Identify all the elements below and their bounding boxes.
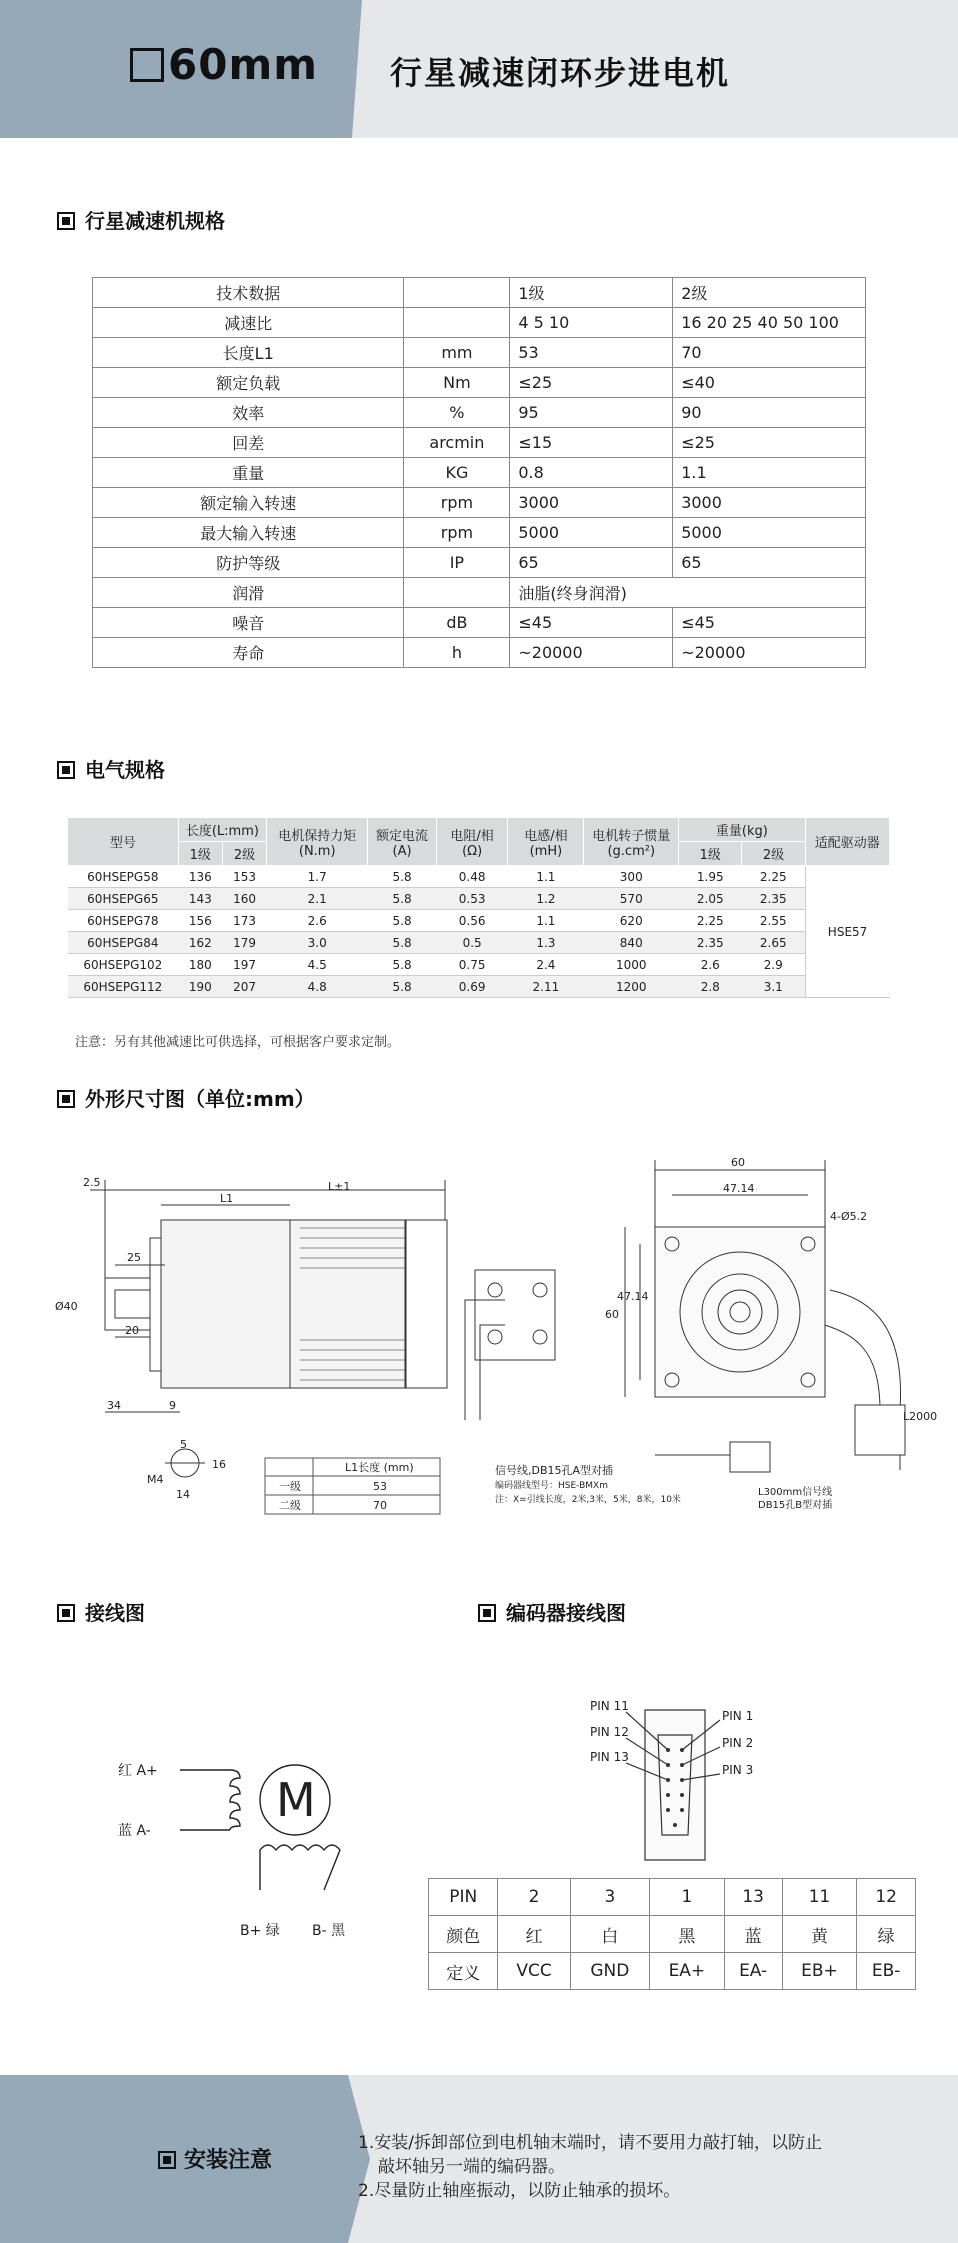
electrical-cell: 2.4 xyxy=(508,954,584,976)
encoder-cell: EB- xyxy=(857,1953,916,1990)
section-title-wiring: 接线图 xyxy=(57,1597,145,1626)
wire-green-b-plus: B+ 绿 xyxy=(240,1923,280,1939)
electrical-cell: 2.8 xyxy=(679,976,742,998)
dim-hole: 4-Ø5.2 xyxy=(830,1210,868,1223)
electrical-cell: 2.35 xyxy=(679,932,742,954)
col-weight-stage2: 2级 xyxy=(742,842,805,866)
motor-size-title: 60mm xyxy=(130,40,318,89)
wiring-diagram-svg xyxy=(100,1740,400,1960)
gearbox-spec-row xyxy=(93,278,866,308)
electrical-cell: 0.53 xyxy=(436,888,508,910)
gearbox-spec-cell: IP xyxy=(404,548,510,578)
gearbox-spec-cell: 减速比 xyxy=(93,308,404,338)
gearbox-spec-cell xyxy=(404,278,510,308)
section-bullet-icon xyxy=(57,212,75,230)
encoder-cell: 1 xyxy=(650,1879,725,1916)
l1-row1-value: 53 xyxy=(373,1480,387,1493)
gearbox-spec-cell: 润滑 xyxy=(93,578,404,608)
electrical-cell: 179 xyxy=(222,932,266,954)
electrical-cell: 60HSEPG102 xyxy=(68,954,179,976)
col-length-stage2: 2级 xyxy=(222,842,266,866)
gearbox-spec-table xyxy=(92,277,866,668)
electrical-cell: 5.8 xyxy=(368,910,437,932)
electrical-cell: 1.7 xyxy=(267,866,368,888)
encoder-cell: 11 xyxy=(782,1879,857,1916)
section-bullet-icon xyxy=(57,1604,75,1622)
motor-symbol: M xyxy=(276,1773,316,1827)
gearbox-spec-cell: ≤15 xyxy=(510,428,673,458)
gearbox-spec-cell: 防护等级 xyxy=(93,548,404,578)
installation-notes-text xyxy=(358,2131,878,2203)
dimension-drawing-svg xyxy=(55,1150,938,1520)
gearbox-spec-row xyxy=(93,608,866,638)
electrical-cell: 160 xyxy=(222,888,266,910)
electrical-cell: 1.1 xyxy=(508,910,584,932)
pin-11-label: PIN 11 xyxy=(590,1699,629,1713)
encoder-cell: GND xyxy=(570,1953,649,1990)
electrical-cell: 0.56 xyxy=(436,910,508,932)
gearbox-spec-row xyxy=(93,338,866,368)
custom-ratio-note: 注意：另有其他减速比可供选择，可根据客户要求定制。 xyxy=(75,1035,401,1050)
gearbox-spec-cell: 53 xyxy=(510,338,673,368)
electrical-cell: 173 xyxy=(222,910,266,932)
page-header xyxy=(0,0,958,138)
gearbox-spec-cell: 噪音 xyxy=(93,608,404,638)
gearbox-spec-cell: 4 5 10 xyxy=(510,308,673,338)
electrical-cell: 4.8 xyxy=(267,976,368,998)
section-bullet-icon xyxy=(57,761,75,779)
gearbox-spec-cell: 65 xyxy=(673,548,866,578)
encoder-cell: 红 xyxy=(498,1916,570,1953)
gearbox-spec-cell: h xyxy=(404,638,510,668)
section-bullet-icon xyxy=(158,2151,176,2169)
gearbox-spec-cell: 回差 xyxy=(93,428,404,458)
install-note-2: 2.尽量防止轴座振动，以防止轴承的损坏。 xyxy=(358,2181,681,2201)
encoder-cell: 定义 xyxy=(429,1953,498,1990)
encoder-cell: EB+ xyxy=(782,1953,857,1990)
encoder-cell: VCC xyxy=(498,1953,570,1990)
dim-m4: M4 xyxy=(147,1473,164,1486)
encoder-cell: 白 xyxy=(570,1916,649,1953)
dim-20: 20 xyxy=(125,1324,139,1337)
electrical-cell: 3.0 xyxy=(267,932,368,954)
encoder-cell: 绿 xyxy=(857,1916,916,1953)
gearbox-spec-row xyxy=(93,308,866,338)
electrical-row xyxy=(68,910,890,932)
gearbox-spec-cell: mm xyxy=(404,338,510,368)
electrical-cell: 2.05 xyxy=(679,888,742,910)
l1-row2-value: 70 xyxy=(373,1499,387,1512)
gearbox-spec-cell: 额定负载 xyxy=(93,368,404,398)
electrical-cell: 60HSEPG58 xyxy=(68,866,179,888)
gearbox-spec-cell: 3000 xyxy=(510,488,673,518)
gearbox-spec-cell: 3000 xyxy=(673,488,866,518)
dim-14: 14 xyxy=(176,1488,190,1501)
dimension-drawing xyxy=(55,1150,938,1520)
gearbox-spec-cell: 2级 xyxy=(673,278,866,308)
electrical-cell: 2.25 xyxy=(679,910,742,932)
l1-table-title: L1长度 (mm) xyxy=(345,1461,414,1474)
gearbox-spec-row xyxy=(93,398,866,428)
gearbox-spec-cell: ≤25 xyxy=(510,368,673,398)
gearbox-spec-cell: ≤40 xyxy=(673,368,866,398)
gearbox-spec-cell: rpm xyxy=(404,488,510,518)
gearbox-spec-cell: 5000 xyxy=(510,518,673,548)
gearbox-spec-cell: dB xyxy=(404,608,510,638)
electrical-cell: 5.8 xyxy=(368,976,437,998)
electrical-cell: 1200 xyxy=(584,976,679,998)
electrical-cell: 2.6 xyxy=(267,910,368,932)
electrical-cell: 60HSEPG84 xyxy=(68,932,179,954)
gearbox-spec-cell xyxy=(404,578,510,608)
electrical-cell: 1.3 xyxy=(508,932,584,954)
electrical-cell: 2.25 xyxy=(742,866,805,888)
electrical-cell: 180 xyxy=(178,954,222,976)
dim-34: 34 xyxy=(107,1399,121,1412)
electrical-row xyxy=(68,866,890,888)
electrical-cell: 5.8 xyxy=(368,888,437,910)
gearbox-spec-cell: 重量 xyxy=(93,458,404,488)
gearbox-spec-row xyxy=(93,578,866,608)
electrical-cell: 156 xyxy=(178,910,222,932)
gearbox-spec-cell: 95 xyxy=(510,398,673,428)
gearbox-spec-cell: ≤25 xyxy=(673,428,866,458)
dim-l1: L1 xyxy=(220,1192,234,1205)
db15-connector-svg xyxy=(590,1690,790,1870)
col-driver: 适配驱动器 xyxy=(805,818,889,866)
encoder-cell: EA- xyxy=(724,1953,782,1990)
gearbox-spec-cell: 16 20 25 40 50 100 xyxy=(673,308,866,338)
installation-notes-title: 安装注意 xyxy=(158,2143,272,2174)
electrical-cell: 2.55 xyxy=(742,910,805,932)
gearbox-spec-cell: ~20000 xyxy=(673,638,866,668)
gearbox-spec-cell: 5000 xyxy=(673,518,866,548)
gearbox-spec-row xyxy=(93,638,866,668)
encoder-cell: PIN xyxy=(429,1879,498,1916)
gearbox-spec-cell: 长度L1 xyxy=(93,338,404,368)
dim-25: 25 xyxy=(127,1251,141,1264)
electrical-cell: 162 xyxy=(178,932,222,954)
dim-9: 9 xyxy=(169,1399,176,1412)
motor-wiring-diagram xyxy=(100,1740,400,1960)
col-weight-stage1: 1级 xyxy=(679,842,742,866)
electrical-cell: 143 xyxy=(178,888,222,910)
signal-line-note-2: 编码器线型号：HSE-BMXm xyxy=(495,1481,608,1491)
electrical-cell: 2.9 xyxy=(742,954,805,976)
electrical-cell: 60HSEPG65 xyxy=(68,888,179,910)
col-resistance: 电阻/相 (Ω) xyxy=(436,818,508,866)
db15-connector-pinout xyxy=(590,1690,790,1870)
dim-47-14: 47.14 xyxy=(723,1182,755,1195)
encoder-cell: 黑 xyxy=(650,1916,725,1953)
pin-2-label: PIN 2 xyxy=(722,1736,754,1750)
electrical-cell: 0.69 xyxy=(436,976,508,998)
col-torque: 电机保持力矩 (N.m) xyxy=(267,818,368,866)
electrical-cell: 2.6 xyxy=(679,954,742,976)
dim-dia40: Ø40 xyxy=(55,1300,78,1313)
product-title: 行星减速闭环步进电机 xyxy=(390,54,731,92)
section-title-electrical: 电气规格 xyxy=(57,754,165,783)
encoder-cell: 13 xyxy=(724,1879,782,1916)
pin-12-label: PIN 12 xyxy=(590,1725,629,1739)
electrical-cell: 300 xyxy=(584,866,679,888)
col-length: 长度(L:mm) xyxy=(178,818,267,842)
gearbox-spec-row xyxy=(93,428,866,458)
electrical-cell: 207 xyxy=(222,976,266,998)
encoder-cell: 颜色 xyxy=(429,1916,498,1953)
gearbox-spec-cell: rpm xyxy=(404,518,510,548)
signal-line-note-1: 信号线,DB15孔A型对插 xyxy=(495,1464,614,1477)
col-length-stage1: 1级 xyxy=(178,842,222,866)
electrical-cell: 1.1 xyxy=(508,866,584,888)
dim-l-total: L±1 xyxy=(328,1180,351,1193)
gearbox-spec-row xyxy=(93,548,866,578)
install-note-1-cont: 敲坏轴另一端的编码器。 xyxy=(378,2157,565,2177)
gearbox-spec-cell: 技术数据 xyxy=(93,278,404,308)
col-inertia: 电机转子惯量 (g.cm²) xyxy=(584,818,679,866)
gearbox-spec-cell: ≤45 xyxy=(510,608,673,638)
electrical-cell: 197 xyxy=(222,954,266,976)
section-title-encoder: 编码器接线图 xyxy=(478,1597,626,1626)
section-title-dimensions: 外形尺寸图（单位:mm） xyxy=(57,1083,315,1112)
electrical-cell: 0.5 xyxy=(436,932,508,954)
col-inductance: 电感/相 (mH) xyxy=(508,818,584,866)
electrical-cell: 5.8 xyxy=(368,866,437,888)
electrical-cell: 620 xyxy=(584,910,679,932)
dim-16: 16 xyxy=(212,1458,226,1471)
signal-line-note-3: 注：X=引线长度，2米,3米，5米，8米，10米 xyxy=(495,1495,681,1505)
col-current: 额定电流 (A) xyxy=(368,818,437,866)
gearbox-spec-cell: 效率 xyxy=(93,398,404,428)
gearbox-spec-cell: KG xyxy=(404,458,510,488)
gearbox-spec-cell: 寿命 xyxy=(93,638,404,668)
col-model: 型号 xyxy=(68,818,179,866)
electrical-cell: 60HSEPG112 xyxy=(68,976,179,998)
dim-l2000: L2000 xyxy=(903,1410,938,1423)
electrical-cell: 60HSEPG78 xyxy=(68,910,179,932)
l300-note-1: L300mm信号线 xyxy=(758,1487,833,1498)
section-title-gearbox: 行星减速机规格 xyxy=(57,205,225,234)
dim-5: 5 xyxy=(180,1438,187,1451)
encoder-cell: 蓝 xyxy=(724,1916,782,1953)
dim-60: 60 xyxy=(731,1156,745,1169)
gearbox-spec-cell xyxy=(404,308,510,338)
gearbox-spec-cell: arcmin xyxy=(404,428,510,458)
dim-47-14-vertical: 47.14 xyxy=(617,1290,649,1303)
wire-black-b-minus: B- 黑 xyxy=(312,1923,346,1939)
electrical-cell: 4.5 xyxy=(267,954,368,976)
gearbox-spec-cell: 1级 xyxy=(510,278,673,308)
gearbox-spec-cell: ≤45 xyxy=(673,608,866,638)
electrical-cell: 2.11 xyxy=(508,976,584,998)
electrical-row xyxy=(68,888,890,910)
encoder-cell: 黄 xyxy=(782,1916,857,1953)
electrical-cell: 840 xyxy=(584,932,679,954)
encoder-cell: EA+ xyxy=(650,1953,725,1990)
gearbox-spec-row xyxy=(93,368,866,398)
pin-3-label: PIN 3 xyxy=(722,1763,754,1777)
gearbox-spec-cell: % xyxy=(404,398,510,428)
electrical-cell: 2.65 xyxy=(742,932,805,954)
encoder-row xyxy=(429,1916,916,1953)
electrical-cell: 1000 xyxy=(584,954,679,976)
electrical-cell: 2.35 xyxy=(742,888,805,910)
install-note-1: 1.安装/拆卸部位到电机轴末端时，请不要用力敲打轴，以防止 xyxy=(358,2133,822,2153)
square-frame-icon xyxy=(130,48,164,82)
gearbox-spec-cell: Nm xyxy=(404,368,510,398)
electrical-cell: 5.8 xyxy=(368,932,437,954)
l300-note-2: DB15孔B型对插 xyxy=(758,1500,833,1511)
pin-13-label: PIN 13 xyxy=(590,1750,629,1764)
gearbox-spec-cell: ~20000 xyxy=(510,638,673,668)
gearbox-spec-row xyxy=(93,458,866,488)
electrical-row xyxy=(68,954,890,976)
installation-notes-footer xyxy=(0,2075,958,2243)
electrical-cell: 570 xyxy=(584,888,679,910)
electrical-cell: 1.95 xyxy=(679,866,742,888)
gearbox-spec-row xyxy=(93,518,866,548)
gearbox-spec-cell: 1.1 xyxy=(673,458,866,488)
gearbox-spec-cell: 油脂(终身润滑) xyxy=(510,578,866,608)
electrical-row xyxy=(68,976,890,998)
wire-red-a-plus: 红 A+ xyxy=(118,1763,158,1779)
electrical-cell: 1.2 xyxy=(508,888,584,910)
electrical-cell: 0.48 xyxy=(436,866,508,888)
section-bullet-icon xyxy=(478,1604,496,1622)
section-bullet-icon xyxy=(57,1090,75,1108)
electrical-cell: 2.1 xyxy=(267,888,368,910)
l1-row1-label: 一级 xyxy=(279,1480,301,1493)
l1-row2-label: 二级 xyxy=(279,1499,301,1512)
dim-60-vertical: 60 xyxy=(605,1308,619,1321)
encoder-row xyxy=(429,1953,916,1990)
col-weight: 重量(kg) xyxy=(679,818,805,842)
encoder-row xyxy=(429,1879,916,1916)
dim-2-5: 2.5 xyxy=(83,1176,101,1189)
electrical-cell: 153 xyxy=(222,866,266,888)
gearbox-spec-cell: 90 xyxy=(673,398,866,428)
electrical-cell: 3.1 xyxy=(742,976,805,998)
electrical-cell: 5.8 xyxy=(368,954,437,976)
gearbox-spec-cell: 最大输入转速 xyxy=(93,518,404,548)
encoder-cell: 12 xyxy=(857,1879,916,1916)
gearbox-spec-cell: 65 xyxy=(510,548,673,578)
gearbox-spec-row xyxy=(93,488,866,518)
electrical-cell: 0.75 xyxy=(436,954,508,976)
gearbox-spec-cell: 0.8 xyxy=(510,458,673,488)
electrical-row xyxy=(68,932,890,954)
encoder-cell: 3 xyxy=(570,1879,649,1916)
electrical-cell: 136 xyxy=(178,866,222,888)
encoder-pin-table xyxy=(428,1878,916,1990)
driver-cell: HSE57 xyxy=(805,866,889,998)
wire-blue-a-minus: 蓝 A- xyxy=(118,1823,151,1839)
electrical-spec-table xyxy=(67,817,890,998)
pin-1-label: PIN 1 xyxy=(722,1709,754,1723)
gearbox-spec-cell: 额定输入转速 xyxy=(93,488,404,518)
electrical-cell: 190 xyxy=(178,976,222,998)
encoder-cell: 2 xyxy=(498,1879,570,1916)
gearbox-spec-cell: 70 xyxy=(673,338,866,368)
